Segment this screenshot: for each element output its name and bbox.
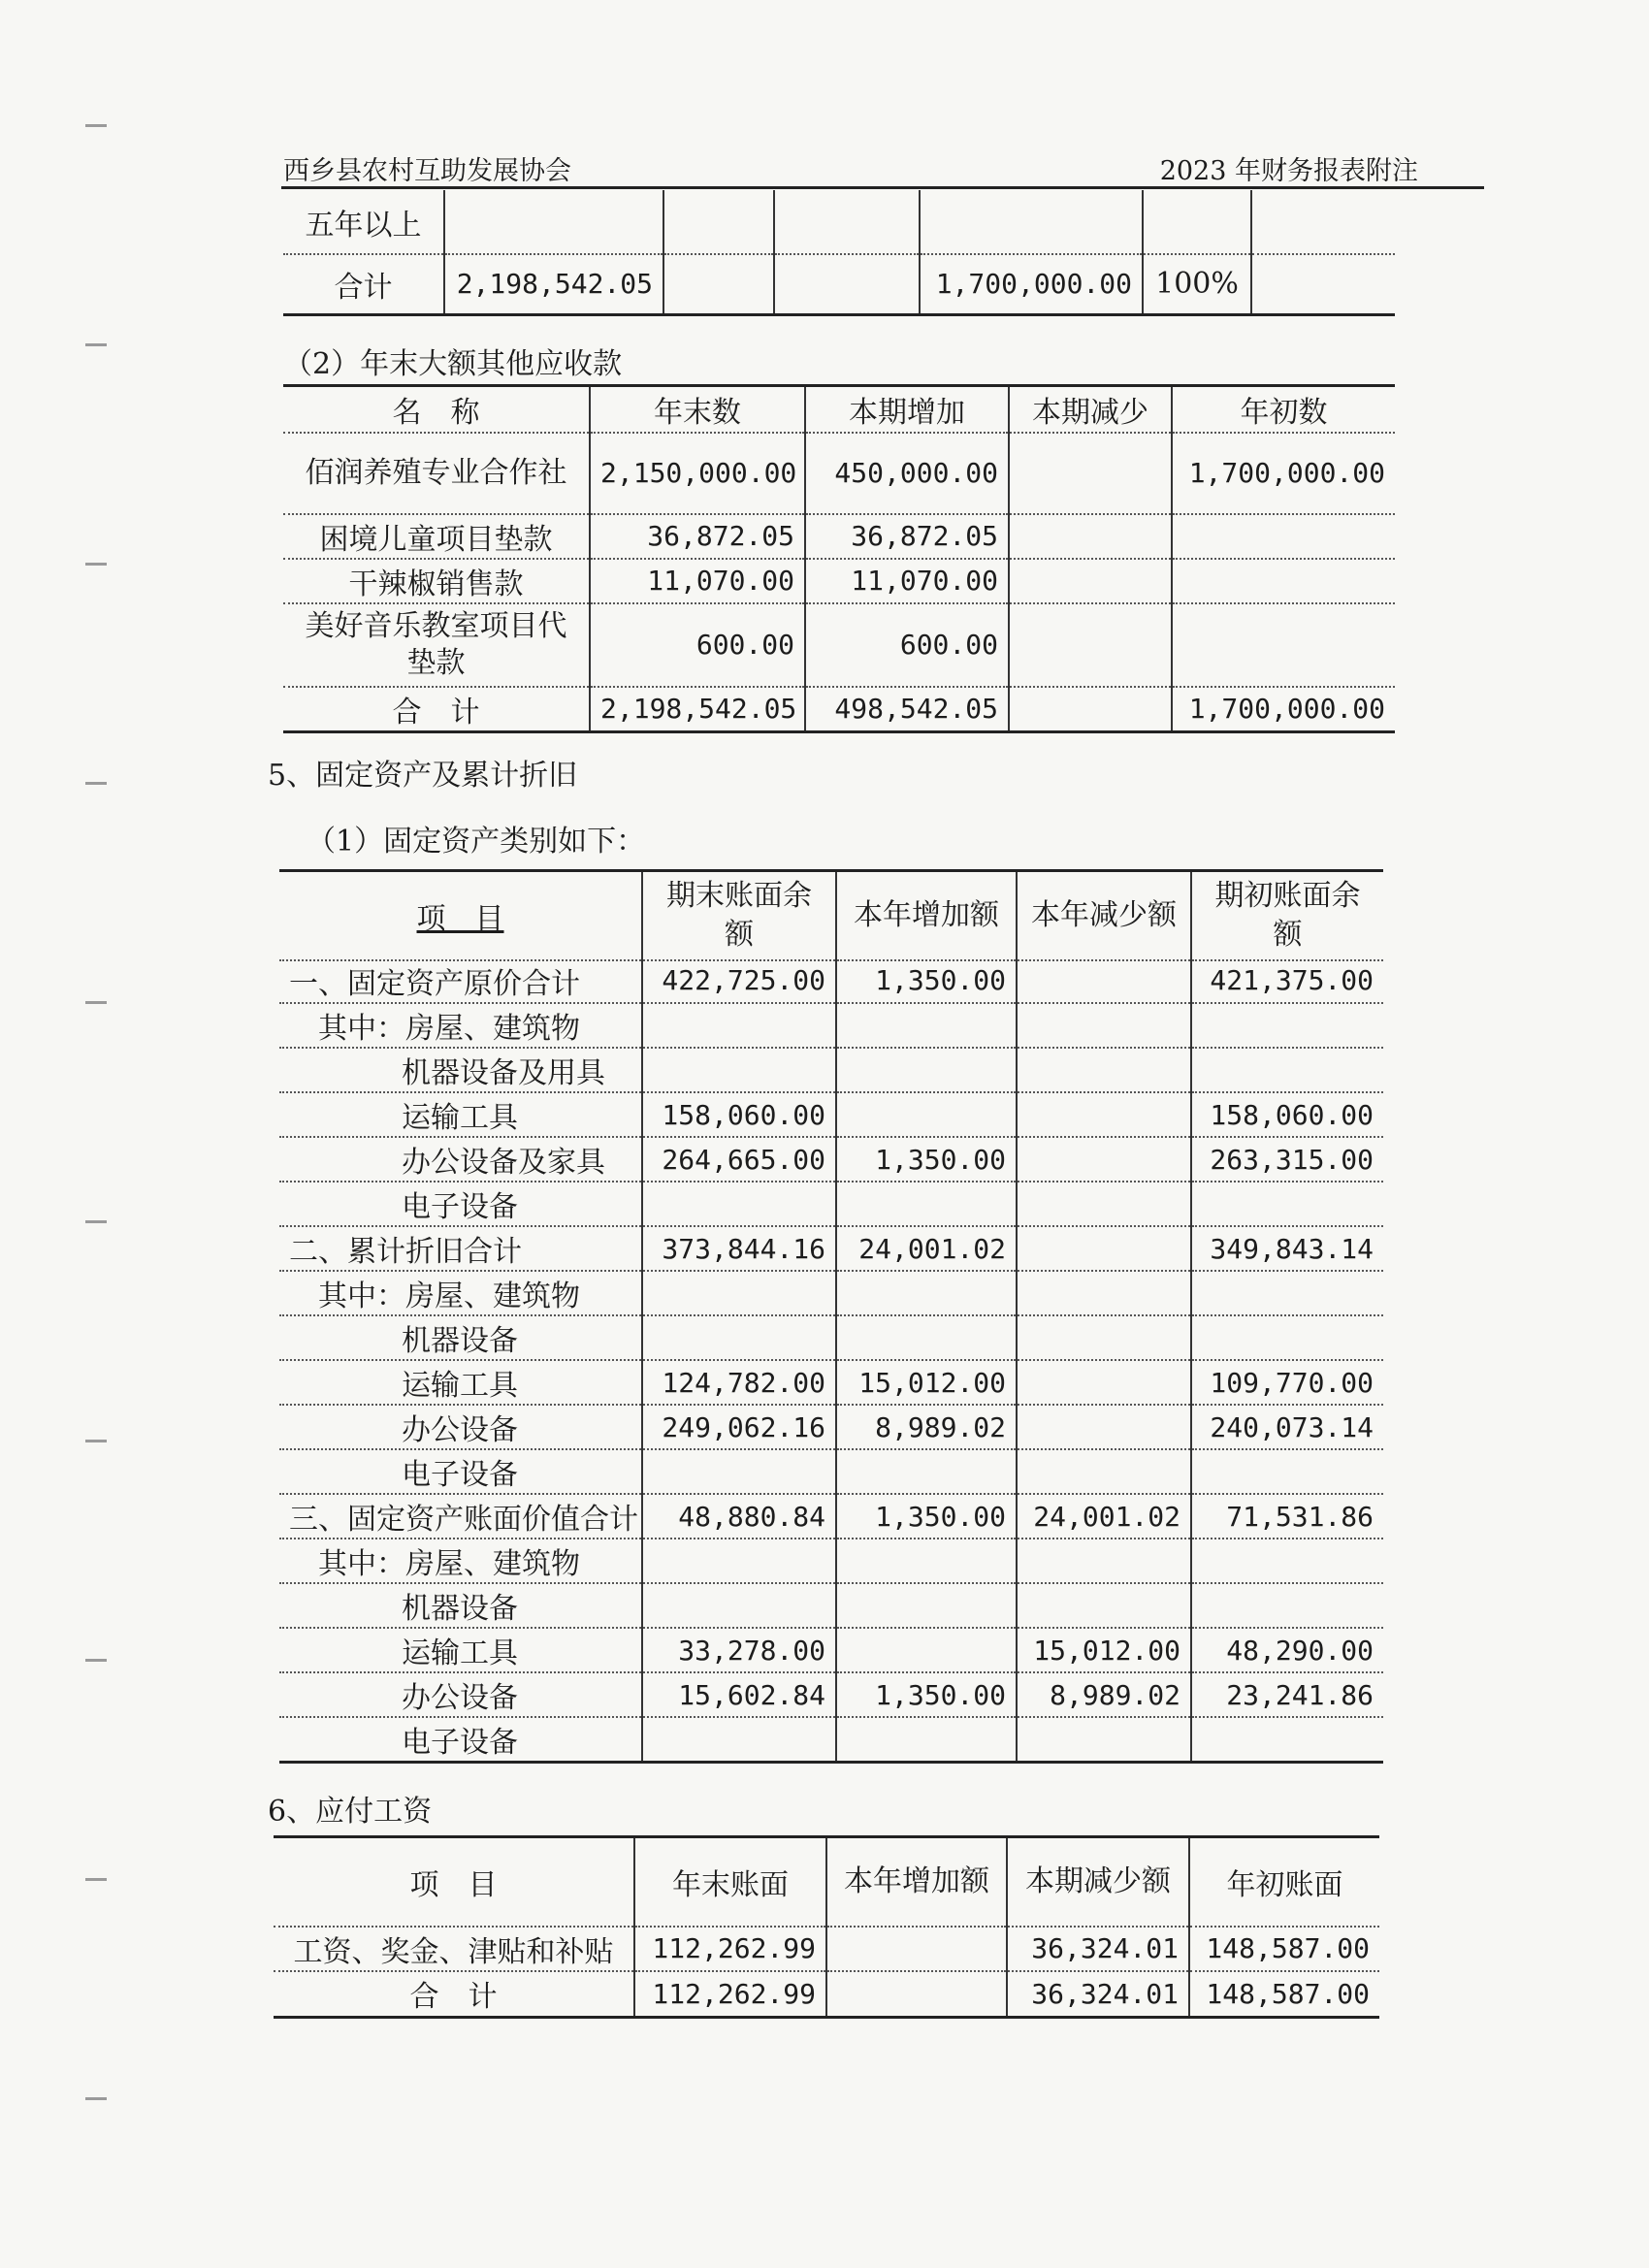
cell — [1017, 1405, 1191, 1449]
cell: 148,587.00 — [1189, 1927, 1379, 1971]
cell — [1191, 1003, 1383, 1048]
table-row — [279, 1405, 1383, 1449]
row-label: 美好音乐教室项目代垫款 — [283, 603, 590, 687]
column-header: 名 称 — [283, 386, 590, 433]
binder-mark — [85, 1220, 107, 1223]
fixed-assets-body — [279, 958, 1383, 1764]
cell — [836, 1092, 1017, 1137]
cell — [642, 1003, 836, 1048]
cell: 158,060.00 — [1191, 1092, 1383, 1137]
cell — [1017, 1360, 1191, 1405]
cell — [1172, 603, 1395, 687]
cell — [1009, 433, 1172, 514]
org-name: 西乡县农村互助发展协会 — [283, 156, 571, 186]
cell: 33,278.00 — [642, 1628, 836, 1672]
cell — [836, 1271, 1017, 1315]
receivables-table — [283, 384, 1395, 733]
binder-mark — [85, 563, 107, 566]
row-label: 佰润养殖专业合作社 — [283, 433, 590, 514]
column-header: 本期减少 — [1009, 386, 1172, 433]
section-title: 5、固定资产及累计折旧 — [268, 759, 578, 793]
wages-table — [274, 1835, 1379, 2019]
row-label: 合 计 — [274, 1971, 634, 2018]
cell: 15,602.84 — [642, 1672, 836, 1717]
table-row — [279, 1628, 1383, 1672]
cell — [642, 1315, 836, 1360]
cell: 249,062.16 — [642, 1405, 836, 1449]
cell: 2,150,000.00 — [590, 433, 805, 514]
row-label: 电子设备 — [279, 1717, 642, 1763]
column-header: 本期减少额 — [1007, 1837, 1189, 1927]
cell: 422,725.00 — [642, 958, 836, 1003]
cell: 1,350.00 — [836, 1494, 1017, 1539]
cell — [1017, 1539, 1191, 1583]
cell — [1017, 1226, 1191, 1271]
table-row — [283, 687, 1395, 732]
cell — [1172, 559, 1395, 603]
binder-mark — [85, 343, 107, 346]
table-row — [279, 1583, 1383, 1628]
cell — [826, 1927, 1007, 1971]
cell — [1191, 1539, 1383, 1583]
cell — [1191, 1182, 1383, 1226]
column-header: 本年减少额 — [1017, 871, 1191, 960]
cell: 71,531.86 — [1191, 1494, 1383, 1539]
cell — [1191, 1271, 1383, 1315]
table-row — [279, 1271, 1383, 1315]
cell — [1017, 958, 1191, 1003]
cell — [642, 1271, 836, 1315]
cell — [642, 1583, 836, 1628]
cell: 263,315.00 — [1191, 1137, 1383, 1182]
cell: 15,012.00 — [836, 1360, 1017, 1405]
cell — [1017, 1182, 1191, 1226]
cell — [1017, 1717, 1191, 1763]
section-title: （2）年末大额其他应收款 — [283, 347, 623, 381]
cell — [1017, 1449, 1191, 1494]
binder-mark — [85, 1001, 107, 1004]
cell — [774, 190, 920, 254]
table-row — [279, 1717, 1383, 1763]
cell: 373,844.16 — [642, 1226, 836, 1271]
cell: 1,700,000.00 — [920, 254, 1143, 314]
cell: 600.00 — [590, 603, 805, 687]
binder-mark — [85, 1659, 107, 1662]
table-row — [274, 1971, 1379, 2018]
cell — [836, 1717, 1017, 1763]
cell: 1,350.00 — [836, 1672, 1017, 1717]
header-rule — [281, 186, 1484, 189]
cell — [1191, 1449, 1383, 1494]
cell: 158,060.00 — [642, 1092, 836, 1137]
table-row — [279, 1226, 1383, 1271]
cell: 23,241.86 — [1191, 1672, 1383, 1717]
cell: 24,001.02 — [1017, 1494, 1191, 1539]
table-row — [283, 433, 1395, 514]
row-label: 三、固定资产账面价值合计 — [279, 1494, 642, 1539]
table-row — [274, 1927, 1379, 1971]
cell: 498,542.05 — [805, 687, 1009, 732]
cell: 24,001.02 — [836, 1226, 1017, 1271]
cell — [836, 1539, 1017, 1583]
cell — [1172, 514, 1395, 559]
binder-mark — [85, 782, 107, 785]
cell: 8,989.02 — [1017, 1672, 1191, 1717]
column-header: 年末账面 — [634, 1837, 826, 1927]
row-label: 电子设备 — [279, 1182, 642, 1226]
cell — [1009, 559, 1172, 603]
row-label: 办公设备及家具 — [279, 1137, 642, 1182]
cell: 36,872.05 — [590, 514, 805, 559]
binder-mark — [85, 1878, 107, 1881]
row-label: 合 计 — [283, 687, 590, 732]
section-subtitle: （1）固定资产类别如下： — [307, 825, 646, 859]
cell — [642, 1539, 836, 1583]
table-row — [279, 1672, 1383, 1717]
cell: 36,324.01 — [1007, 1927, 1189, 1971]
row-label: 机器设备及用具 — [279, 1048, 642, 1092]
cell — [920, 190, 1143, 254]
table-row — [279, 1449, 1383, 1494]
section-title: 6、应付工资 — [268, 1795, 433, 1829]
row-label: 运输工具 — [279, 1360, 642, 1405]
row-label: 其中：房屋、建筑物 — [279, 1539, 642, 1583]
cell — [1017, 1137, 1191, 1182]
row-label: 工资、奖金、津贴和补贴 — [274, 1927, 634, 1971]
table-row — [279, 1360, 1383, 1405]
cell — [1191, 1048, 1383, 1092]
cell — [1009, 687, 1172, 732]
cell: 1,350.00 — [836, 1137, 1017, 1182]
cell — [1251, 190, 1395, 254]
cell: 421,375.00 — [1191, 958, 1383, 1003]
cell: 450,000.00 — [805, 433, 1009, 514]
table-row — [283, 514, 1395, 559]
cell — [1191, 1315, 1383, 1360]
cell: 2,198,542.05 — [590, 687, 805, 732]
table-row — [279, 958, 1383, 1003]
row-label: 其中：房屋、建筑物 — [279, 1271, 642, 1315]
cell — [642, 1182, 836, 1226]
table-row — [283, 603, 1395, 687]
cell — [444, 190, 663, 254]
header-row — [274, 1837, 1379, 1927]
column-header: 项 目 — [274, 1837, 634, 1927]
cell: 8,989.02 — [836, 1405, 1017, 1449]
table-row — [279, 1137, 1383, 1182]
column-header: 期末账面余额 — [642, 871, 836, 960]
cell — [836, 1048, 1017, 1092]
cell: 349,843.14 — [1191, 1226, 1383, 1271]
cell — [836, 1628, 1017, 1672]
table-row — [283, 559, 1395, 603]
cell: 11,070.00 — [590, 559, 805, 603]
cell: 2,198,542.05 — [444, 254, 663, 314]
aging-table — [283, 190, 1395, 316]
header-row — [283, 386, 1395, 433]
column-header: 项 目 — [279, 871, 642, 960]
cell — [826, 1971, 1007, 2018]
cell: 48,880.84 — [642, 1494, 836, 1539]
fixed-assets-table — [279, 869, 1383, 961]
page-header — [283, 146, 1418, 188]
cell: 36,872.05 — [805, 514, 1009, 559]
cell — [663, 190, 774, 254]
cell: 36,324.01 — [1007, 1971, 1189, 2018]
row-label: 干辣椒销售款 — [283, 559, 590, 603]
cell: 1,350.00 — [836, 958, 1017, 1003]
cell: 240,073.14 — [1191, 1405, 1383, 1449]
table-row — [279, 1048, 1383, 1092]
column-header: 年初账面 — [1189, 1837, 1379, 1927]
cell — [1009, 603, 1172, 687]
column-header: 年初数 — [1172, 386, 1395, 433]
row-label: 办公设备 — [279, 1405, 642, 1449]
cell — [642, 1449, 836, 1494]
column-header: 期初账面余额 — [1191, 871, 1383, 960]
binder-mark — [85, 124, 107, 127]
cell: 112,262.99 — [634, 1971, 826, 2018]
table-row — [279, 1092, 1383, 1137]
cell — [836, 1315, 1017, 1360]
row-label: 其中：房屋、建筑物 — [279, 1003, 642, 1048]
binder-mark — [85, 1440, 107, 1442]
cell — [1017, 1048, 1191, 1092]
cell — [836, 1182, 1017, 1226]
report-title: 2023 年财务报表附注 — [1159, 156, 1418, 186]
table-row — [279, 1539, 1383, 1583]
cell: 264,665.00 — [642, 1137, 836, 1182]
cell — [1009, 514, 1172, 559]
header-row — [279, 871, 1383, 960]
row-label: 运输工具 — [279, 1628, 642, 1672]
cell: 1,700,000.00 — [1172, 687, 1395, 732]
column-header: 本期增加 — [805, 386, 1009, 433]
row-label: 二、累计折旧合计 — [279, 1226, 642, 1271]
cell — [836, 1449, 1017, 1494]
cell: 48,290.00 — [1191, 1628, 1383, 1672]
cell — [1017, 1092, 1191, 1137]
row-label: 办公设备 — [279, 1672, 642, 1717]
cell: 109,770.00 — [1191, 1360, 1383, 1405]
table-row — [283, 254, 1395, 314]
cell: 11,070.00 — [805, 559, 1009, 603]
cell — [1251, 254, 1395, 314]
cell — [1017, 1315, 1191, 1360]
table-row — [279, 1315, 1383, 1360]
cell — [774, 254, 920, 314]
cell — [1191, 1583, 1383, 1628]
cell: 124,782.00 — [642, 1360, 836, 1405]
cell — [1017, 1583, 1191, 1628]
cell — [836, 1583, 1017, 1628]
column-header: 本年增加额 — [836, 871, 1017, 960]
cell — [836, 1003, 1017, 1048]
cell: 100% — [1143, 254, 1251, 314]
row-label: 合计 — [283, 254, 444, 314]
cell: 148,587.00 — [1189, 1971, 1379, 2018]
row-label: 困境儿童项目垫款 — [283, 514, 590, 559]
cell — [642, 1048, 836, 1092]
column-header: 年末数 — [590, 386, 805, 433]
cell: 15,012.00 — [1017, 1628, 1191, 1672]
cell — [1017, 1271, 1191, 1315]
binder-mark — [85, 2097, 107, 2100]
row-label: 运输工具 — [279, 1092, 642, 1137]
column-header: 本年增加额 — [826, 1837, 1007, 1927]
row-label: 一、固定资产原价合计 — [279, 958, 642, 1003]
cell — [1143, 190, 1251, 254]
cell — [1017, 1003, 1191, 1048]
row-label: 电子设备 — [279, 1449, 642, 1494]
row-label: 机器设备 — [279, 1315, 642, 1360]
cell — [642, 1717, 836, 1763]
table-row — [279, 1494, 1383, 1539]
table-row — [283, 190, 1395, 254]
table-row — [279, 1182, 1383, 1226]
table-row — [279, 1003, 1383, 1048]
row-label: 五年以上 — [283, 190, 444, 254]
cell: 112,262.99 — [634, 1927, 826, 1971]
row-label: 机器设备 — [279, 1583, 642, 1628]
cell: 600.00 — [805, 603, 1009, 687]
cell — [1191, 1717, 1383, 1763]
cell — [663, 254, 774, 314]
cell: 1,700,000.00 — [1172, 433, 1395, 514]
